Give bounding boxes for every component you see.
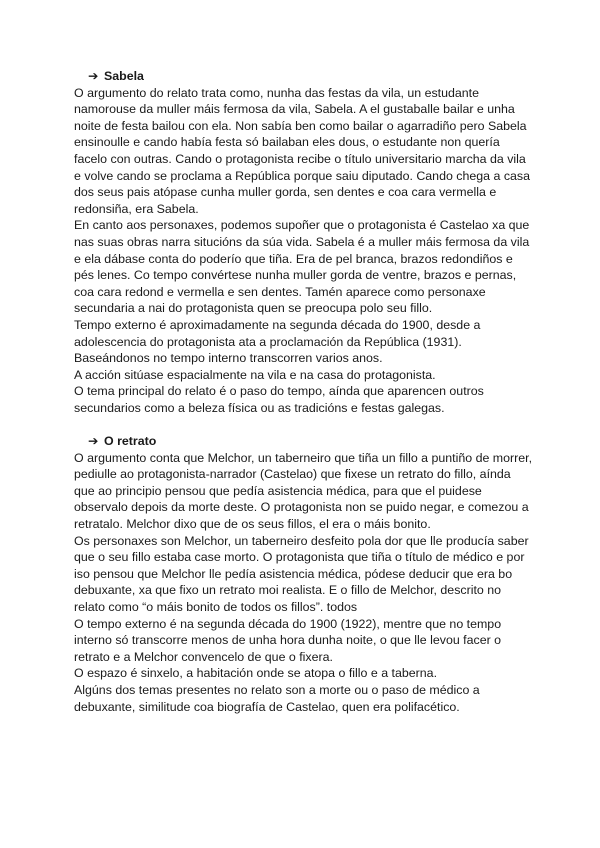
section-spacer — [74, 416, 534, 433]
paragraph: O tema principal do relato é o paso do tempo, aínda que aparencen outros secundarios como a beleza física ou as tradicións e festas galegas. — [74, 384, 484, 415]
paragraph: O argumento conta que Melchor, un taberneiro que tiña un fillo a puntiño de morrer, pediulle ao protagonista-narrador (Castelao) que fixese un retrato do fillo, aínda que ao principio pensou que pedía asistencia médica, para que el puidese observalo depois da morte deste. O protagonista non se puido negar, e comezou a retratalo. Melchor dixo que de os seus fillos, el era o máis bonito. — [74, 450, 533, 532]
section-heading-o-retrato — [74, 433, 534, 450]
arrow-right-icon: ➔ — [88, 434, 99, 449]
paragraph: Tempo externo é aproximadamente na segunda década do 1900, desde a adolescencia do protagonista ata a proclamación da República (1931). — [74, 317, 481, 349]
arrow-right-icon: ➔ — [88, 69, 99, 83]
paragraph: A acción sitúase espacialmente na vila e na casa do protagonista. — [74, 367, 436, 382]
section-heading-text: Sabela — [104, 69, 144, 83]
section-heading-sabela — [74, 68, 534, 85]
paragraph: Baseándonos no tempo interno transcorren varios anos. — [74, 351, 383, 366]
paragraph: Os personaxes son Melchor, un taberneiro desfeito pola dor que lle producía saber que o seu fillo estaba case morto. O protagonista que tiña o título de médico e por iso pensou que Melchor lle pedía asistencia médica, pódese deducir que era bo debuxante, xa que fixo un retrato moi realista. E o fillo de Melchor, descrito no relato como “o máis bonito de todos os fillos”. todos — [74, 533, 529, 614]
paragraph: O tempo externo é na segunda década do 1900 (1922), mentre que no tempo interno só transcorre menos de unha hora dunha noite, o que lle levou facer o retrato e a Melchor convencelo de que o fixera. — [74, 616, 502, 664]
paragraph: En canto aos personaxes, podemos supoñer que o protagonista é Castelao xa que nas suas obras narra situcións da súa vida. Sabela é a muller máis fermosa da vila e ela dábase conta do poderío que tiña. Era de pel branca, brazos redondiños e pés lenes. Co tempo convértese nunha muller gorda de ventre, brazos e pernas, coa cara redond e vermella e sen dentes. Tamén aparece como personaxe secundaria a nai do protagonista quen se preocupa polo seu fillo. — [74, 218, 530, 316]
document-page — [74, 68, 534, 715]
paragraph: Algúns dos temas presentes no relato son a morte ou o paso de médico a debuxante, similitude coa biografía de Castelao, quen era polifacético. — [74, 682, 480, 714]
section-heading-text: O retrato — [104, 434, 157, 449]
paragraph: O argumento do relato trata como, nunha das festas da vila, un estudante namorouse da muller máis fermosa da vila, Sabela. A el gustaballe bailar e unha noite de festa bailou con ela. Non sabía ben como bailar o agarradiño pero Sabela ensinoulle e cando había festa só bailaban eles dous, o estudante non quería facelo con outras. Cando o protagonista recibe o título universitario marcha da vila e volve cando se proclama a República porque saiu diputado. Cando chega a casa dos seus pais atópase cunha muller gorda, sen dentes e coa cara vermella e redonsiña, era Sabela. — [74, 85, 531, 216]
paragraph: O espazo é sinxelo, a habitación onde se atopa o fillo e a taberna. — [74, 666, 438, 681]
